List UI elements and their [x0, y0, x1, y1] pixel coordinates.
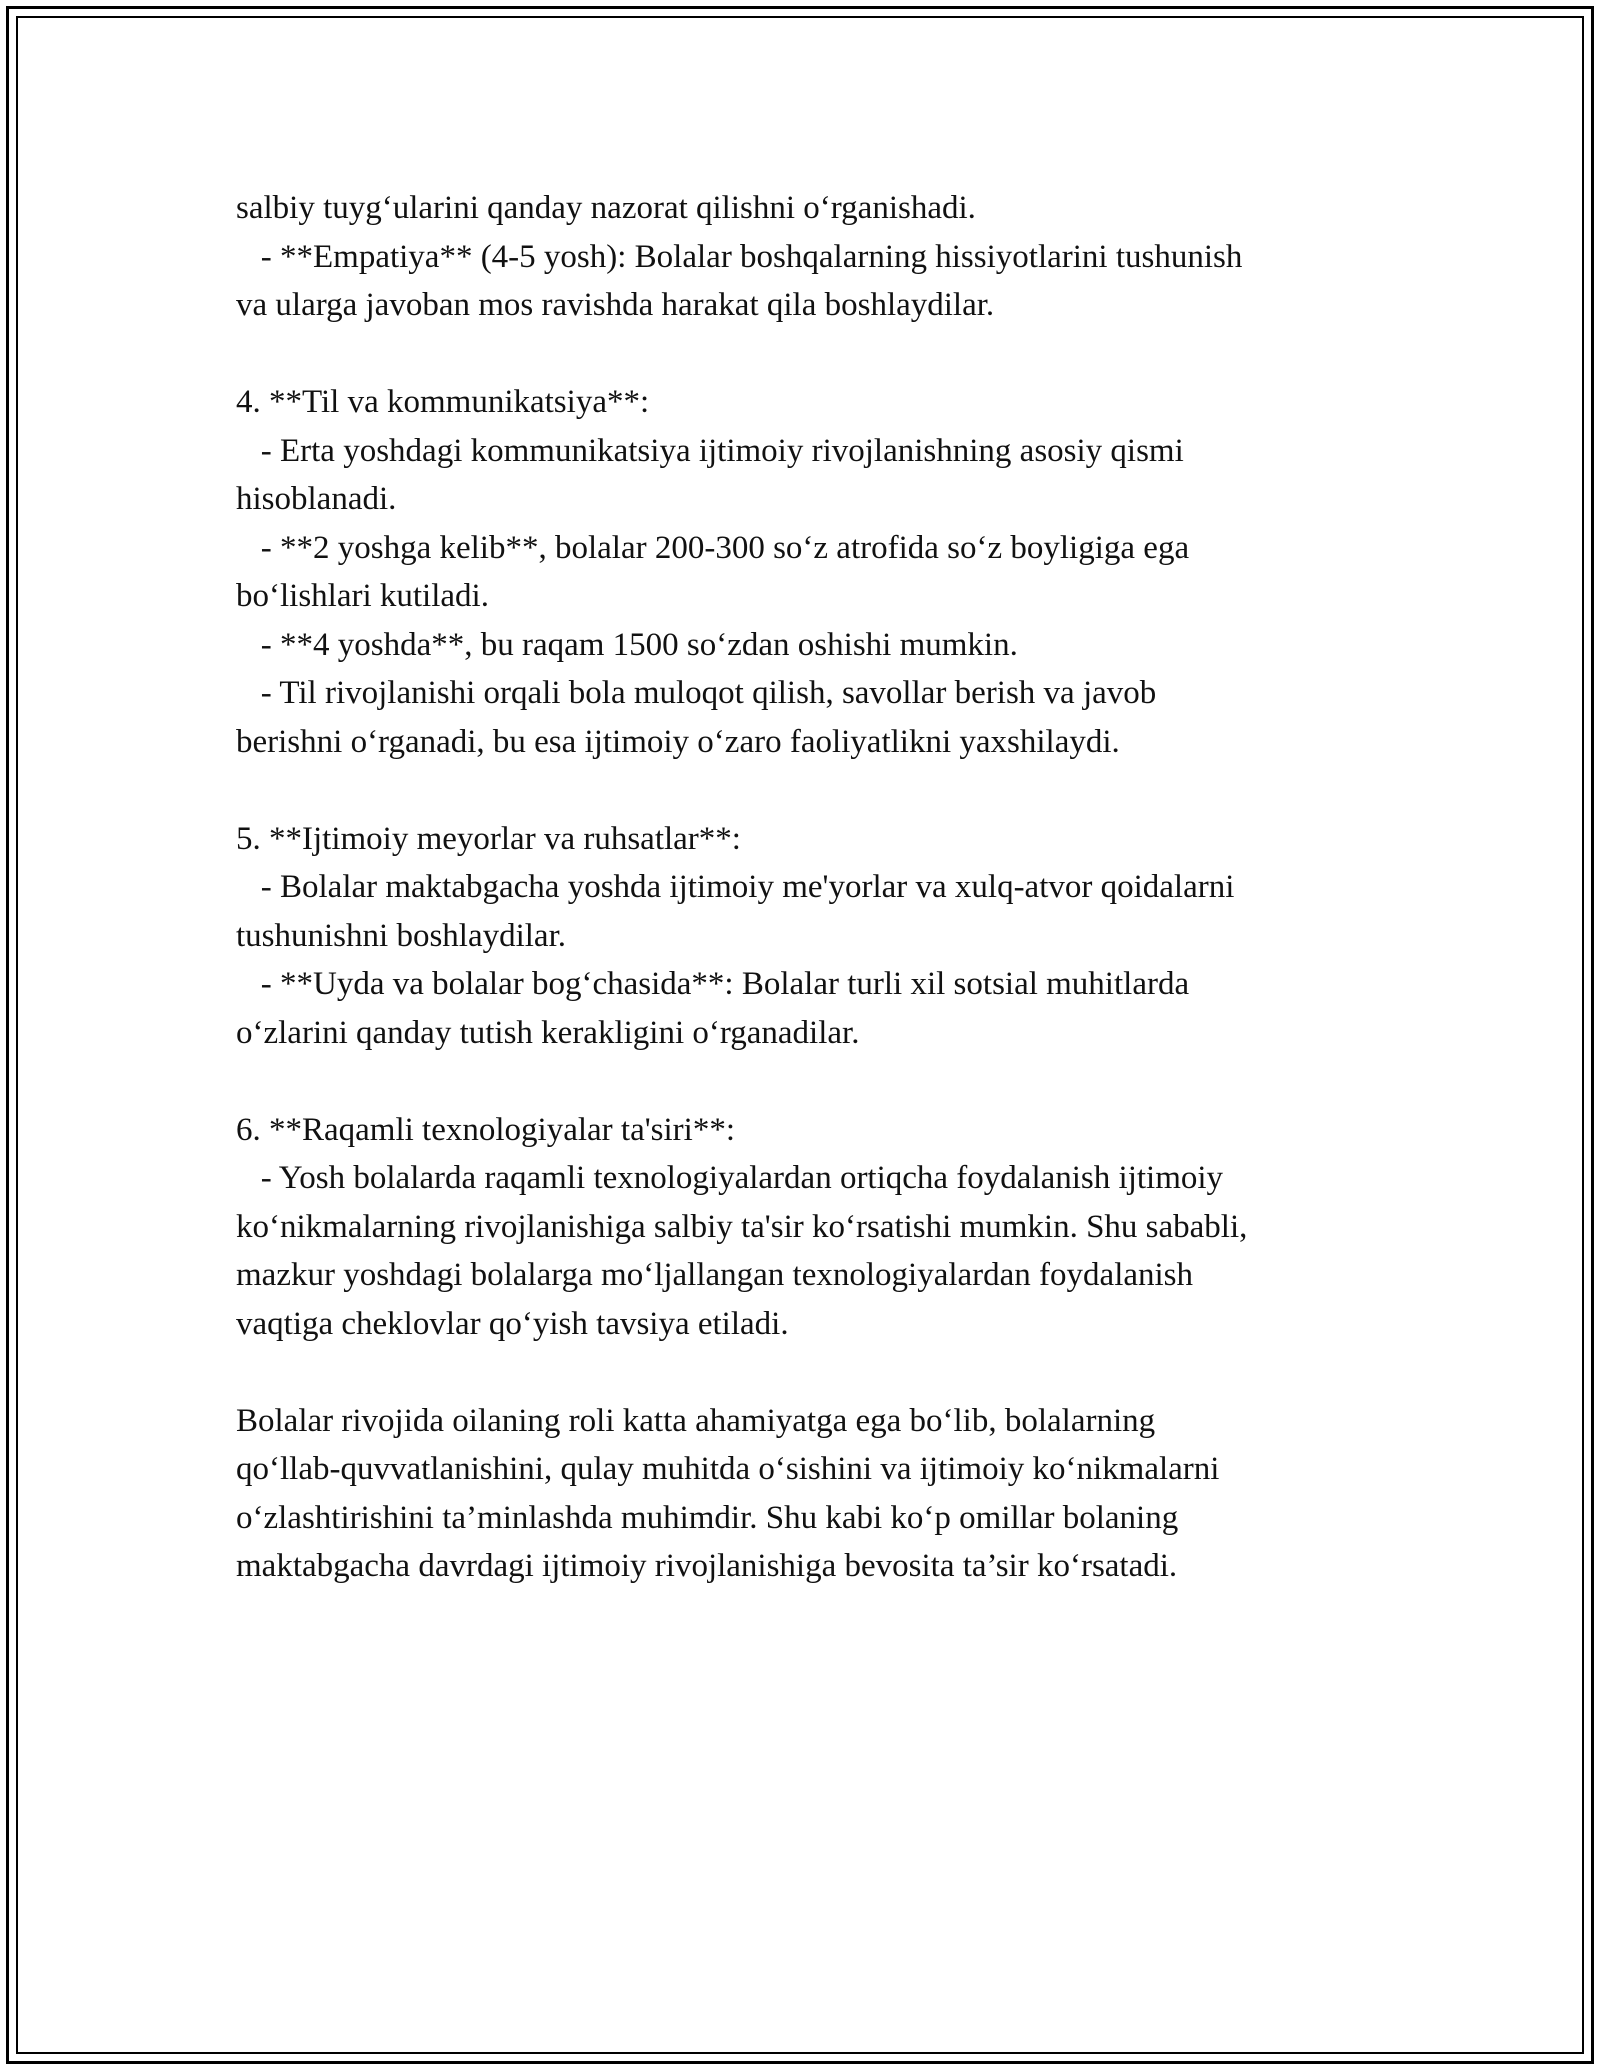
- text-line: - **4 yoshda**, bu raqam 1500 so‘zdan oshishi mumkin.: [236, 626, 1018, 663]
- text-line: mazkur yoshdagi bolalarga mo‘ljallangan texnologiyalardan foydalanish: [236, 1257, 1194, 1293]
- blank-line: [236, 330, 1376, 379]
- text-line: hisoblanadi.: [236, 481, 397, 517]
- document-body: [236, 184, 1376, 1591]
- section-heading: 4. **Til va kommunikatsiya**:: [236, 384, 650, 420]
- conclusion-line: o‘zlashtirishini ta’minlashda muhimdir. Shu kabi ko‘p omillar bolaning: [236, 1499, 1179, 1536]
- text-line: berishni o‘rganadi, bu esa ijtimoiy o‘zaro faoliyatlikni yaxshilaydi.: [236, 723, 1120, 760]
- conclusion-line: Bolalar rivojida oilaning roli katta ahamiyatga ega bo‘lib, bolalarning: [236, 1402, 1156, 1439]
- blank-line: [236, 1057, 1376, 1106]
- blank-line: [236, 766, 1376, 815]
- section-heading: 6. **Raqamli texnologiyalar ta'siri**:: [236, 1111, 736, 1148]
- text-line: vaqtiga cheklovlar qo‘yish tavsiya etiladi.: [236, 1305, 789, 1342]
- blank-line: [236, 1348, 1376, 1397]
- text-line: va ularga javoban mos ravishda harakat qila boshlaydilar.: [236, 287, 995, 323]
- text-line: bo‘lishlari kutiladi.: [236, 578, 489, 614]
- text-line: tushunishni boshlaydilar.: [236, 917, 566, 954]
- text-line: salbiy tuyg‘ularini qanday nazorat qilishni o‘rganishadi.: [236, 190, 976, 226]
- conclusion-line: maktabgacha davrdagi ijtimoiy rivojlanishiga bevosita ta’sir ko‘rsatadi.: [236, 1548, 1178, 1584]
- text-line: - **Empatiya** (4-5 yosh): Bolalar boshqalarning hissiyotlarini tushunish: [236, 238, 1243, 275]
- text-line: - Bolalar maktabgacha yoshda ijtimoiy me'yorlar va xulq-atvor qoidalarni: [236, 869, 1235, 905]
- text-line: - **2 yoshga kelib**, bolalar 200-300 so‘z atrofida so‘z boyligiga ega: [236, 529, 1190, 566]
- text-line: ko‘nikmalarning rivojlanishiga salbiy ta'sir ko‘rsatishi mumkin. Shu sababli,: [236, 1208, 1248, 1245]
- text-line: - Til rivojlanishi orqali bola muloqot qilish, savollar berish va javob: [236, 675, 1157, 711]
- text-line: o‘zlarini qanday tutish kerakligini o‘rganadilar.: [236, 1014, 860, 1051]
- text-line: - **Uyda va bolalar bog‘chasida**: Bolalar turli xil sotsial muhitlarda: [236, 966, 1190, 1002]
- conclusion-line: qo‘llab-quvvatlanishini, qulay muhitda o‘sishini va ijtimoiy ko‘nikmalarni: [236, 1451, 1220, 1487]
- section-heading: 5. **Ijtimoiy meyorlar va ruhsatlar**:: [236, 820, 741, 857]
- text-line: - Yosh bolalarda raqamli texnologiyalardan ortiqcha foydalanish ijtimoiy: [236, 1160, 1224, 1196]
- text-line: - Erta yoshdagi kommunikatsiya ijtimoiy rivojlanishning asosiy qismi: [236, 432, 1184, 469]
